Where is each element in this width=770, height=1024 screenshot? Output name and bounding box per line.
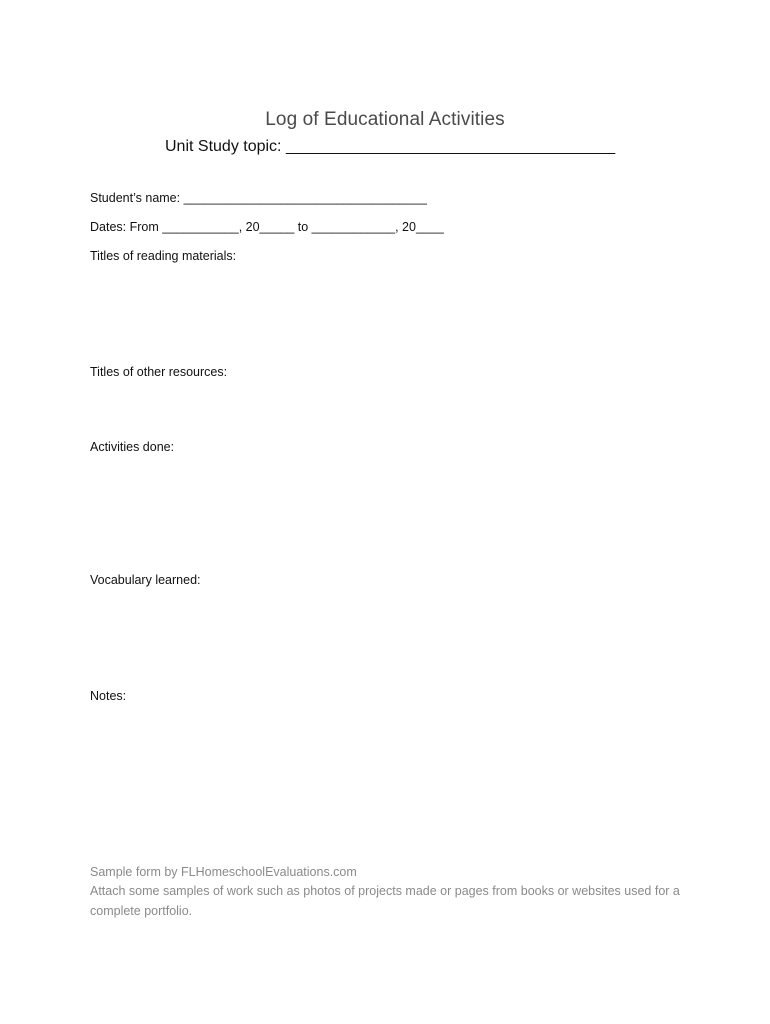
- other-resources-label: Titles of other resources:: [90, 365, 228, 379]
- activities-label: Activities done:: [90, 440, 175, 454]
- footer-source: Sample form by FLHomeschoolEvaluations.com: [90, 865, 357, 879]
- reading-materials-label: Titles of reading materials:: [90, 249, 237, 263]
- footer-instructions: Attach some samples of work such as photos of projects made or pages from books or websites used for a complete portfolio.: [90, 884, 680, 918]
- dates-line: Dates: From ___________, 20_____ to ____________, 20____: [90, 220, 444, 234]
- student-name-line: Student’s name: ___________________________________: [90, 191, 427, 205]
- page-title: Log of Educational Activities: [265, 109, 505, 130]
- unit-study-topic-line: Unit Study topic: _____________________________________: [165, 138, 616, 155]
- notes-label: Notes:: [90, 689, 127, 703]
- vocabulary-label: Vocabulary learned:: [90, 573, 201, 587]
